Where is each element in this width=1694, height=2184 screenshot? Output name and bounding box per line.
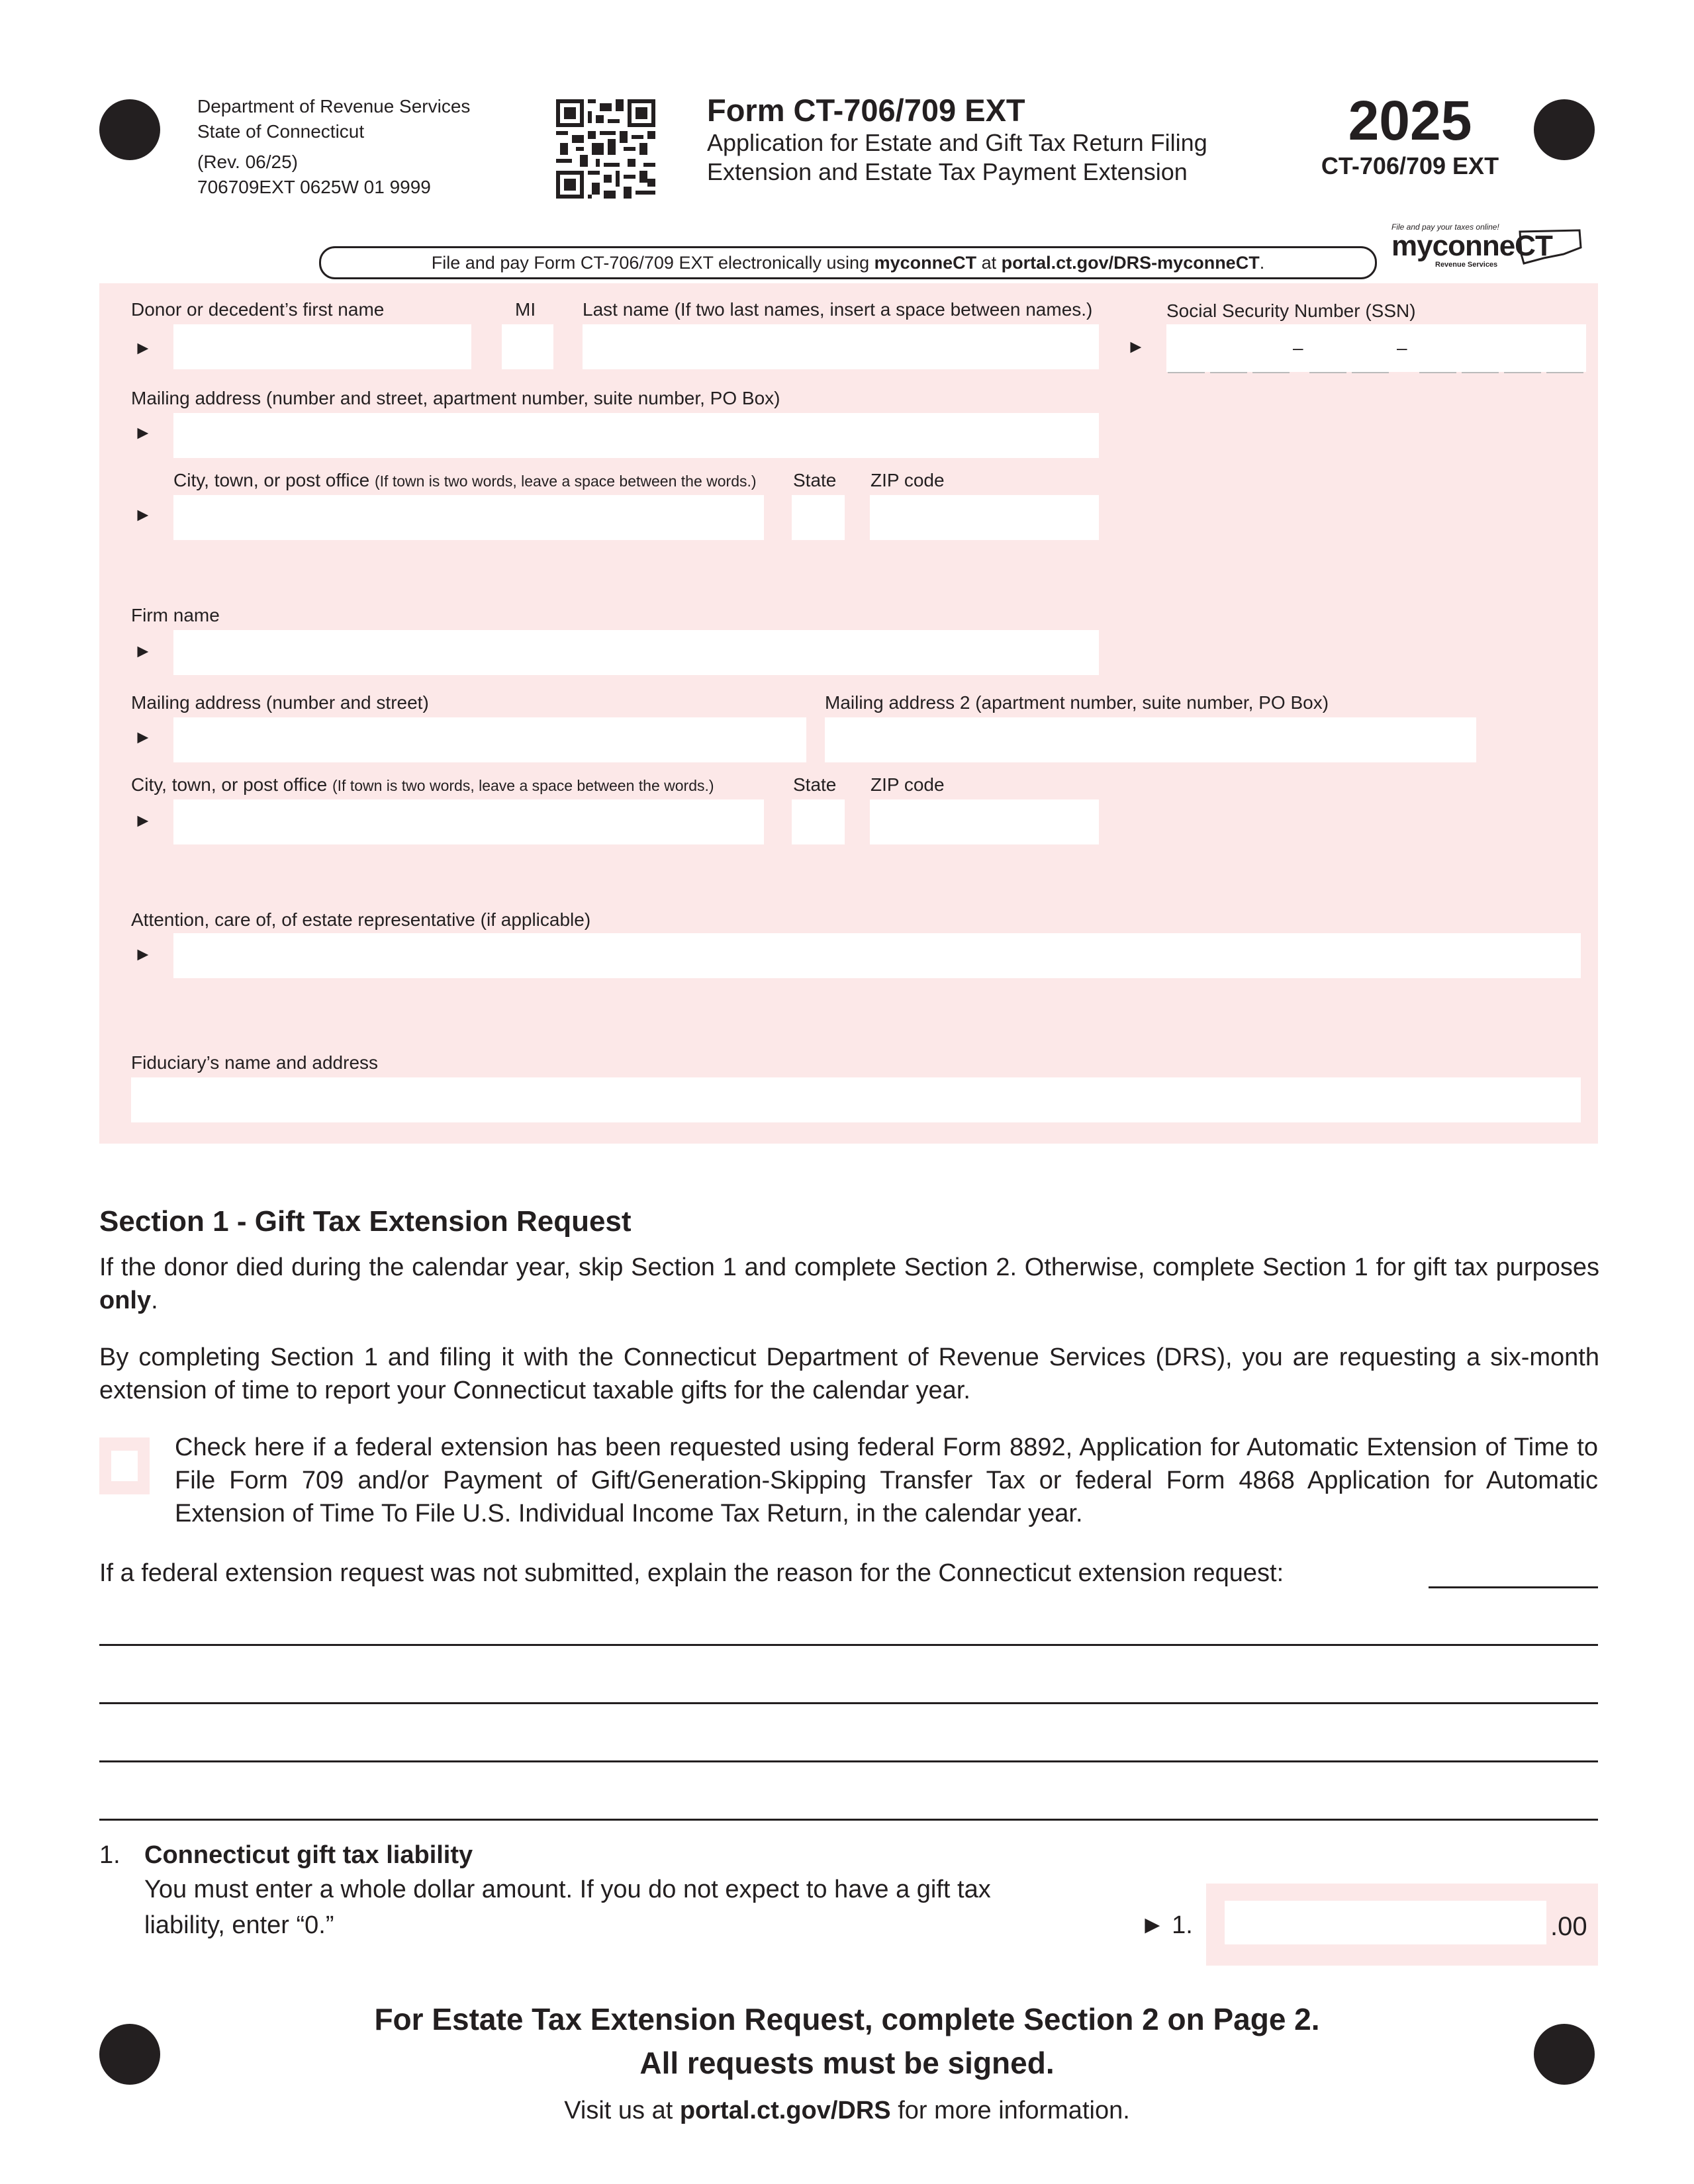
ssn-digit-line [1210, 372, 1247, 373]
firm-mailing2-label: Mailing address 2 (apartment number, suite number, PO Box) [825, 692, 1329, 713]
arrow-icon: ► [134, 641, 152, 661]
ssn-dash: – [1293, 338, 1303, 358]
state-name: State of Connecticut [197, 121, 365, 142]
registration-dot-top-right [1534, 99, 1595, 160]
reason-prompt: If a federal extension request was not submitted, explain the reason for the Connecticut extension request: [99, 1559, 1284, 1587]
firm-city-label-note: (If town is two words, leave a space between the words.) [332, 777, 714, 794]
federal-extension-checkbox-text: Check here if a federal extension has been requested using federal Form 8892, Application for Automatic Extension of Time to File Form 709 and/or Payment of Gift/Generation-Skipping Transfer Tax or federal Form 4868 Application for Automatic Extension of Time To File U.S. Individual Income Tax Return, in the calendar year. [175, 1433, 1598, 1527]
attention-field[interactable] [173, 933, 1581, 978]
firm-city-label-text: City, town, or post office [131, 774, 328, 795]
firm-zip-label: ZIP code [871, 774, 945, 795]
ssn-digit-line [1419, 372, 1456, 373]
section1-intro-end: . [151, 1287, 158, 1314]
ssn-digit-line [1504, 372, 1541, 373]
firm-state-label: State [793, 774, 837, 795]
section1-intro [99, 1251, 1599, 1317]
form-code-right: CT-706/709 EXT [1321, 152, 1499, 179]
arrow-icon: ► [134, 504, 152, 525]
mailing-address-field[interactable] [173, 413, 1099, 458]
federal-extension-checkbox[interactable] [111, 1451, 138, 1481]
department-name: Department of Revenue Services [197, 96, 471, 116]
mi-label: MI [515, 299, 536, 320]
last-name-field[interactable] [583, 324, 1099, 369]
form-subtitle-line1: Application for Estate and Gift Tax Return Filing [707, 129, 1207, 156]
footer-visit-suffix: for more information. [890, 2097, 1130, 2124]
line1-title: Connecticut gift tax liability [144, 1841, 473, 1869]
form-code-number: 706709EXT 0625W 01 9999 [197, 177, 431, 197]
section1-purpose: By completing Section 1 and filing it with the Connecticut Department of Revenue Services (DRS), you are requesting a six-month extension of time to report your Connecticut taxable gifts for the calendar year. [99, 1343, 1599, 1404]
myconnect-logo [1391, 222, 1583, 275]
line1-description-line2: liability, enter “0.” [144, 1911, 334, 1939]
footer-visit-prefix: Visit us at [564, 2097, 680, 2124]
ssn-digit-line [1309, 372, 1346, 373]
ssn-digit-line [1168, 372, 1205, 373]
attention-label: Attention, care of, of estate representative (if applicable) [131, 909, 591, 930]
banner-myconnect: myconneCT [874, 253, 977, 273]
first-name-field[interactable] [173, 324, 471, 369]
connecticut-outline-icon [1517, 228, 1583, 265]
reason-line-first[interactable] [1429, 1586, 1598, 1588]
footer-signature-note: All requests must be signed. [639, 2046, 1055, 2080]
section1-intro-emphasis: only [99, 1287, 152, 1314]
arrow-icon: ► [134, 727, 152, 747]
arrow-icon: ► [1127, 336, 1145, 357]
arrow-icon: ► [1140, 1911, 1172, 1939]
footer-visit-link[interactable]: portal.ct.gov/DRS [679, 2097, 891, 2124]
zip-label: ZIP code [871, 470, 945, 490]
zip-field[interactable] [870, 495, 1099, 540]
state-field[interactable] [792, 495, 845, 540]
taxpayer-info-area [99, 283, 1598, 1144]
ssn-field[interactable] [1166, 324, 1586, 372]
fiduciary-label: Fiduciary’s name and address [131, 1052, 379, 1073]
banner-suffix: . [1259, 253, 1265, 273]
banner-link[interactable]: portal.ct.gov/DRS-myconneCT [1001, 253, 1260, 273]
ssn-digit-line [1546, 372, 1583, 373]
form-subtitle-line2: Extension and Estate Tax Payment Extension [707, 158, 1188, 185]
mailing-address-label: Mailing address (number and street, apartment number, suite number, PO Box) [131, 388, 780, 408]
footer-visit [0, 2094, 1694, 2127]
firm-name-label: Firm name [131, 605, 220, 625]
logo-tagline: File and pay your taxes online! [1391, 222, 1499, 232]
ssn-digit-line [1352, 372, 1389, 373]
arrow-icon: ► [134, 338, 152, 358]
department-block [197, 94, 470, 200]
form-title: Form CT-706/709 EXT [707, 93, 1025, 128]
firm-state-field[interactable] [792, 799, 845, 844]
firm-zip-field[interactable] [870, 799, 1099, 844]
revision-date: (Rev. 06/25) [197, 152, 298, 172]
city-label-text: City, town, or post office [173, 470, 370, 490]
firm-mailing-label: Mailing address (number and street) [131, 692, 429, 713]
line1-number: 1. [99, 1841, 120, 1869]
logo-subtitle: Revenue Services [1435, 261, 1498, 269]
banner-text-middle: at [976, 253, 1002, 273]
fiduciary-field[interactable] [131, 1077, 1581, 1122]
ssn-digit-line [1252, 372, 1290, 373]
ssn-dash: – [1397, 338, 1407, 358]
firm-name-field[interactable] [173, 630, 1099, 675]
arrow-icon: ► [134, 944, 152, 964]
footer-section2-note: For Estate Tax Extension Request, complete Section 2 on Page 2. [374, 2002, 1320, 2036]
city-field[interactable] [173, 495, 764, 540]
line1-ref [1140, 1909, 1193, 1942]
line1-cents: .00 [1550, 1912, 1587, 1941]
banner-text: File and pay Form CT-706/709 EXT electronically using [431, 253, 874, 273]
section1-title: Section 1 - Gift Tax Extension Request [99, 1205, 632, 1238]
line1-amount-field[interactable] [1225, 1901, 1546, 1944]
e-file-banner [319, 246, 1377, 279]
reason-line[interactable] [99, 1760, 1598, 1762]
line1-description-line1: You must enter a whole dollar amount. If you do not expect to have a gift tax [144, 1876, 991, 1903]
firm-mailing-field[interactable] [173, 717, 806, 762]
ssn-digit-line [1462, 372, 1499, 373]
tax-year: 2025 [1348, 89, 1472, 152]
mi-field[interactable] [502, 324, 553, 369]
reason-line[interactable] [99, 1819, 1598, 1821]
reason-line[interactable] [99, 1702, 1598, 1704]
logo-name: myconneCT [1391, 230, 1552, 262]
line1-description [144, 1872, 991, 1943]
city-label [173, 470, 757, 491]
ssn-label: Social Security Number (SSN) [1166, 300, 1416, 321]
arrow-icon: ► [134, 810, 152, 831]
first-name-label: Donor or decedent’s first name [131, 299, 385, 320]
last-name-label: Last name (If two last names, insert a space between names.) [583, 299, 1093, 320]
line1-ref-number: 1. [1172, 1911, 1193, 1939]
arrow-icon: ► [134, 422, 152, 443]
reason-line[interactable] [99, 1644, 1598, 1646]
form-title-block [707, 93, 1207, 187]
firm-mailing2-field[interactable] [825, 717, 1476, 762]
qr-code [556, 99, 655, 199]
firm-city-label [131, 774, 714, 796]
registration-dot-top-left [99, 99, 160, 160]
state-label: State [793, 470, 837, 490]
firm-city-field[interactable] [173, 799, 764, 844]
section1-intro-text: If the donor died during the calendar year, skip Section 1 and complete Section 2. Otherwise, complete Section 1 for gift tax purposes [99, 1253, 1599, 1281]
city-label-note: (If town is two words, leave a space between the words.) [374, 473, 757, 490]
